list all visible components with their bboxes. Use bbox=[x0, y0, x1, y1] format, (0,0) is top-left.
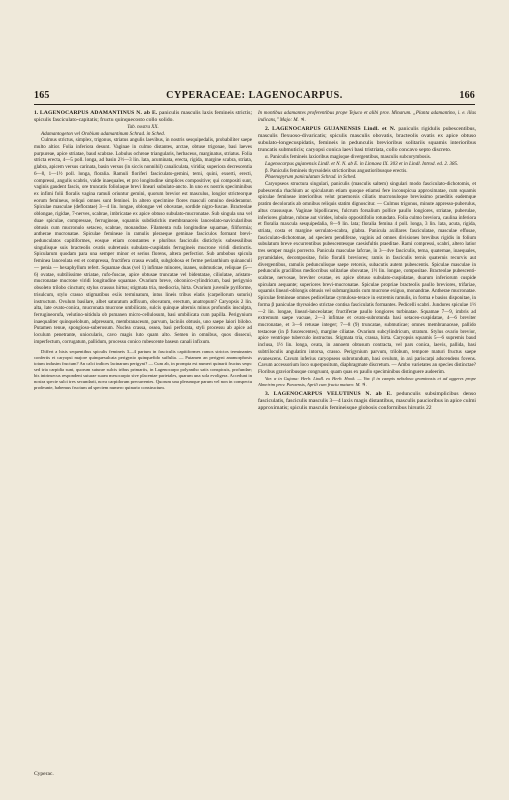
species-entry-1-heading bbox=[34, 110, 252, 124]
species-entry-3-heading bbox=[258, 391, 476, 412]
running-header bbox=[34, 90, 475, 104]
note-paragraph: Differt a hisis sequentibus spiculis femineis 3—4 partum in fasciculis capitiformes ramos strictos terminantes confertis et caryopsi majore quinquesulcata perigynio quinquefido suffulta. — Putamen an perigyni anamorphosis totum indusim fructum? An calci indices lacinarum perigyni? — Cum ab, in prompta est numeri quinarii fructus seqn: sed tria carpidia sunt, quorum suturae sulcis tribus primariis, in Lagenocarpo polyantho satis conspicuis, profundae; bis intrinsecus respondent suturae suaea mesocarpio sive placentae parietales, quarum una sola evoligera. Accedunt in nostra specie sulci tres secundarii, nova carpidorum precurrentes. Quorum una plerumque parum vel non in conspectu prodeunte, habemus fructum ad speciem numero quinario constructum. bbox=[34, 348, 252, 391]
species-name: LAGENOCARPUS VELUTINUS N. ab E. bbox=[273, 390, 392, 397]
variety-beta: β. Paniculis femineis thyrsoideis strictioribus angustioribusque erectis. bbox=[265, 167, 408, 174]
description-paragraph: Culmus strictus, simplex, trigonus, striatus angulis laevibus, in nostris sesquipedalis, probabiliter saepe multo altior. Folia inferiora desunt. Vaginae in culmo distantes, arctae, obtuse trigonae, basi laeves purpureae, apice striatae, baud scabrae. Lobulus ochreae triangularis, herbaceus, marginatus, striatus. Folia stricta erecta, 4—5 poll. longa, ad basin 2½—3 lin. lata, acuminata, erecta, rigida, margine scabra, striata, glabra, apicem versus carinata, basin versus (in siccis nonnihil) canaliculata, viridia; superiora decrescentia 6—8, 1—1½ poll. longa, floralia. Ramuli floriferi fasciculato-gemini, terni, quini, exserti, erecti, compressi, angulis scabris, valde inaequales, et pro longitudine simplices compositive; qui compositi sunt, vaginis gaudent fascis, ore truncatis foliolaque brevi lineari subulato-ancto. In uno ex nostris speciminibus ex infimi folii floralis vagina ramuli oriuntur gemini, quorum brevior est masculus, longior stricteorque eorum femineus, reliqui omnes sunt feminei. In altero specimine flores masculi omnino desiderantur. Spiculae masculae (defloratae) 3—4 lin. longae, oblongae vel obovatae, sordide nigro-fuscae. Bracteolae oblongae, rigidae, 7-nerves, scabrae, imbricatae ex apice obtuso subulato-mucronatae. Sub singula una vel duae spiculae, compressae, ferrugineae, squamis subdistichis membranaceis lanceolato-naviculariibus obtusis cum mucronulo setaceo, scabrae, monandrae. Filamenta rufa longitudine squamae, filiformia; antherae mucronatae. Spiculae femineae in ramulis pleraeque geminae fasciculos formant brevi-pedunculatos capitiformes, eosque etiam constantes e pluribus fasciculis distichyis subsessilibus singulisque suis bracteolis ovatis subretusis subulato-cuspidatis ferrugineis mucrone viridi distinctis. Spicularum quodam para una semper minor et serius florens, altera perfectior. Sub ambobus spicula feminea lanceolata est et compressa, fructifera crassa evadit, subglobosa et ferme perianthium quinanculi — penia — hexaphyllum refert. Squamae duas (vel 1) infimae minores, inanes, submuticae, reliquae (5—6) ovatae, subtilissime striatae, rufo-fuscae, apice obtusae truncatae vel bidentatae, ciliolatae, aristato-mucronatae mucrone viridi longitudine squamae. Ovarium breve, obconico-cylindricum, basi perigynio obsoleto trilobo cinctum; stylus crassus hirtus; stigmata tria, mediocria, hirta. Ovarium juvenile pyriforme, trisulcum, stylo crasso stigmatibus exiis terminatum, intus lineis tribus elatis (carpellorum suturis) instructum. Ovulum basilare, albet saturatum adfixum, obovatum, erectum, anatropum? Caryopsis 2 lin. alta, late ovato-conica, mucronata mucrone umbilicato, sulcis quinque alternis minus profundis insculpta, ferrugineorufa, velutino-nitidula ob psmanen micro-cellulosum, basi umbilicata cum papilla. Perigynium inaequaliter quinquelobum, adpressum, membranaceum, parvum, laciniis obtusis, uno saepe laiori bilobo. Putamen tenue, spongioso-suberosum. Nuclea crassa, ossea, basi perforata, styli processu ab apice ad loculum penetrante, uniocularis, cavo magis luto quam alto. Semen in omnibus, quos dissecui, imperfectum, corrugatum, pallidum, processu conico rubescente basesn canali infixum. bbox=[34, 137, 252, 345]
species-diagnosis: paniculis rigidulis pubescentibus, masculis flexuoso-divaricatis; spiculis masculis obovatis, bracteolis ovatis ex apice obtuso subulato-longecuspidatis, femineis in pedunculis brevioribus solitariis squamis interioribus truncatis submuticis; caryopsi conica laevi basi tristriata, collo concavo septo discreto. bbox=[258, 126, 476, 154]
left-column bbox=[34, 110, 252, 770]
species-name: LAGENOCARPUS ADAMANTINUS N. ab E. bbox=[39, 110, 158, 116]
page-number-right: 166 bbox=[459, 90, 475, 101]
species-name: LAGENOCARPUS GUJANENSIS Lindl. et N. bbox=[272, 126, 396, 133]
variety-alpha-reference: Lagenocarpus gujanensis Lindl. et N. N. ab E. in Linnaea IX. 303 et in Lindl. Introd. ed. 2. 385. bbox=[265, 160, 459, 167]
signature-mark: Cyperac. bbox=[34, 771, 54, 777]
locality-note: Var. α in Gujana: Herb. Lindl. ex Herb. Hook. — Var. β in campis nebuloso graminosis et ad aggeres prope Almeirim prov. Paraensis, Aprili cum fructu maturo: M. ♃. bbox=[258, 375, 476, 387]
species-number: 2. bbox=[265, 126, 270, 133]
species-number: 3. bbox=[265, 390, 270, 397]
locality-note: In montibus adamantes proferentibus prope Tejuco et alibi prov. Minarum. „Planta adamantino, i. e. illas indicans," Majo: M. ♃. bbox=[258, 110, 476, 123]
page-number-left: 165 bbox=[34, 90, 50, 101]
right-column bbox=[258, 110, 476, 770]
species-diagnosis: paniculis masculis laxis femineis strictis; spiculis fasciculato-capitatis; fructu quinquecosto collo solido. bbox=[34, 110, 252, 123]
plate-reference: Tab. nostra XX. bbox=[127, 123, 159, 130]
species-diagnosis: pedunculis subsimplicibus denso fasciculatis, fasciculis masculis 3—4 laxis magis distantibus, masculis paucioribus in apice culmi approximatis; spiculis masculis femineisque globosis conformibus hirsutis 22 bbox=[258, 390, 476, 411]
header-rule bbox=[34, 104, 475, 105]
page-title: CYPERACEAE: LAGENOCARPUS. bbox=[166, 90, 343, 101]
synonym: Adamantogeton vel Orobium adamantinum Schrad. in Sched. bbox=[41, 130, 166, 137]
variety-beta-reference: Phaenopyrum paniculatum Schrad. in Sched. bbox=[265, 174, 357, 181]
variety-alpha: α. Paniculis femineis laxioribus magisque divergentibus, masculis subcorymbosis. bbox=[265, 154, 431, 161]
species-entry-2-heading bbox=[258, 126, 476, 154]
species-number: 1. bbox=[34, 110, 39, 116]
description-paragraph: Caryopseos structura singulari, paniculis (masculis saltem) singulari modo fasciculato-dichotomis, et pubescentia rhachium ac spicularum etiam quoque etiamsi fere inconspicua approximatae, cum squamis spiculae femineae interioribus velut praemorsis ciliatis mucronuloque brevissimo praeditis eademque pratim decoloratis ab omnibus reliquis statim dignoscitur. — Culmus trigonus, minute appresso-puberulus, altus crassusque. Vaginae bipollicares, fulcrum forsalium pollice paullo longiores, striatae, puberulae, inferiores glabrae, rubrae aut virides, lobulo oppositifolio rotundato. Folia culmo breviora, caulina inferiora et floralia maxcula sesquipedalia, 8—9 lin. lata; floralia femina 4 poll. longa, 3 lin. lata, acuta, rigida, striata, costa et margine serrulato-scabra, glabra. Panicula axillares fasciculatae, masculae effusae, fasciculato-dichotomae, ad speciem pendiferae, vaginis ad omnes divisiones brevibus rigidis in folium subulatum breve excurrentibus pubescentesque caesisfultis praeditae. Rami compressi, scabri, altero latior tres semper magis porrecto. Panicula masculae lafcrae, in 3—4ve fasciculis, terna, quaternae, inaequales, pyramidales, decompositae, folio floralli breviores; ramis in fasciculis ternis quaternis recurvis aut divergentibus, ramulis pedunculisque saepe retorsis, subacutis autem pubescentis. Spiculae masculae in pedunculis gracilibus mediocribus solitariae obovatae, 1½ lin. longae, compositae. Bracteolae pubescenti-scabrae, nervosae, breviter ovatae, ex apice obtuso subulato-cuspidatae, duarum inferiorum cuspide spiculam aequante; superiores brevi-mucronatae. Spiculae propriae bracteolis paullo breviores, trifariae, squamis lineari-oblongis obtusis vel submarginatis cum mucrone exiguo, monandrae. Antherae mucronatae. Spiculae femineae omnes pedicellatae cymuloso-terace in extremis ramulis, in forma e basiss disponitae, in forma β paniculae thyrsoideo strictae contisa fasciculatis formantes. Pedicelli scabri. Jundores spiculae 1½—2 lin. longae, lineari-lanceolatae; fructiferae paullo longiores turbinatae. Squamae 7—9, imbris ad extremum saepe vacuae, 2—3 infimae et ovato-subrotunda basi setaceo-cuspidatae, 4—6 breviter mucronatae, et 3—6 retusae integer; 7—8 (9) truncatae, submuticae; omnes membranaceae, pallido testaceae (in β fuscescentes), margine ciliatae. Ovarium subcylindricum, stratum. Stylus ovario brevior, apice ventrique tuberculo instructus. Stigmata tria, crassa, hirta. Caryopsis squamis 5—6 supremis baud inclusa, 1½ lin. longa, ovata, in annoem obtusum contracta, vel pars conica, laevis, pallida, basi subtriloculis angulatim intorsa, crasso. Perigynium parvum, trilobum, tempore maturi fructus saepe evanescens. Cavum inferius caryopseos subrotundum, basi ovulum, in axi pariscarpi adscendens fovens. Cavum accessorium loco superpositum, diaphragmate discretum. — Ambo varietates an species distinctae? Floribus gravioribusque congruunt, quam quas ex paullo speciminibus distinguere audeerim. bbox=[258, 180, 476, 376]
